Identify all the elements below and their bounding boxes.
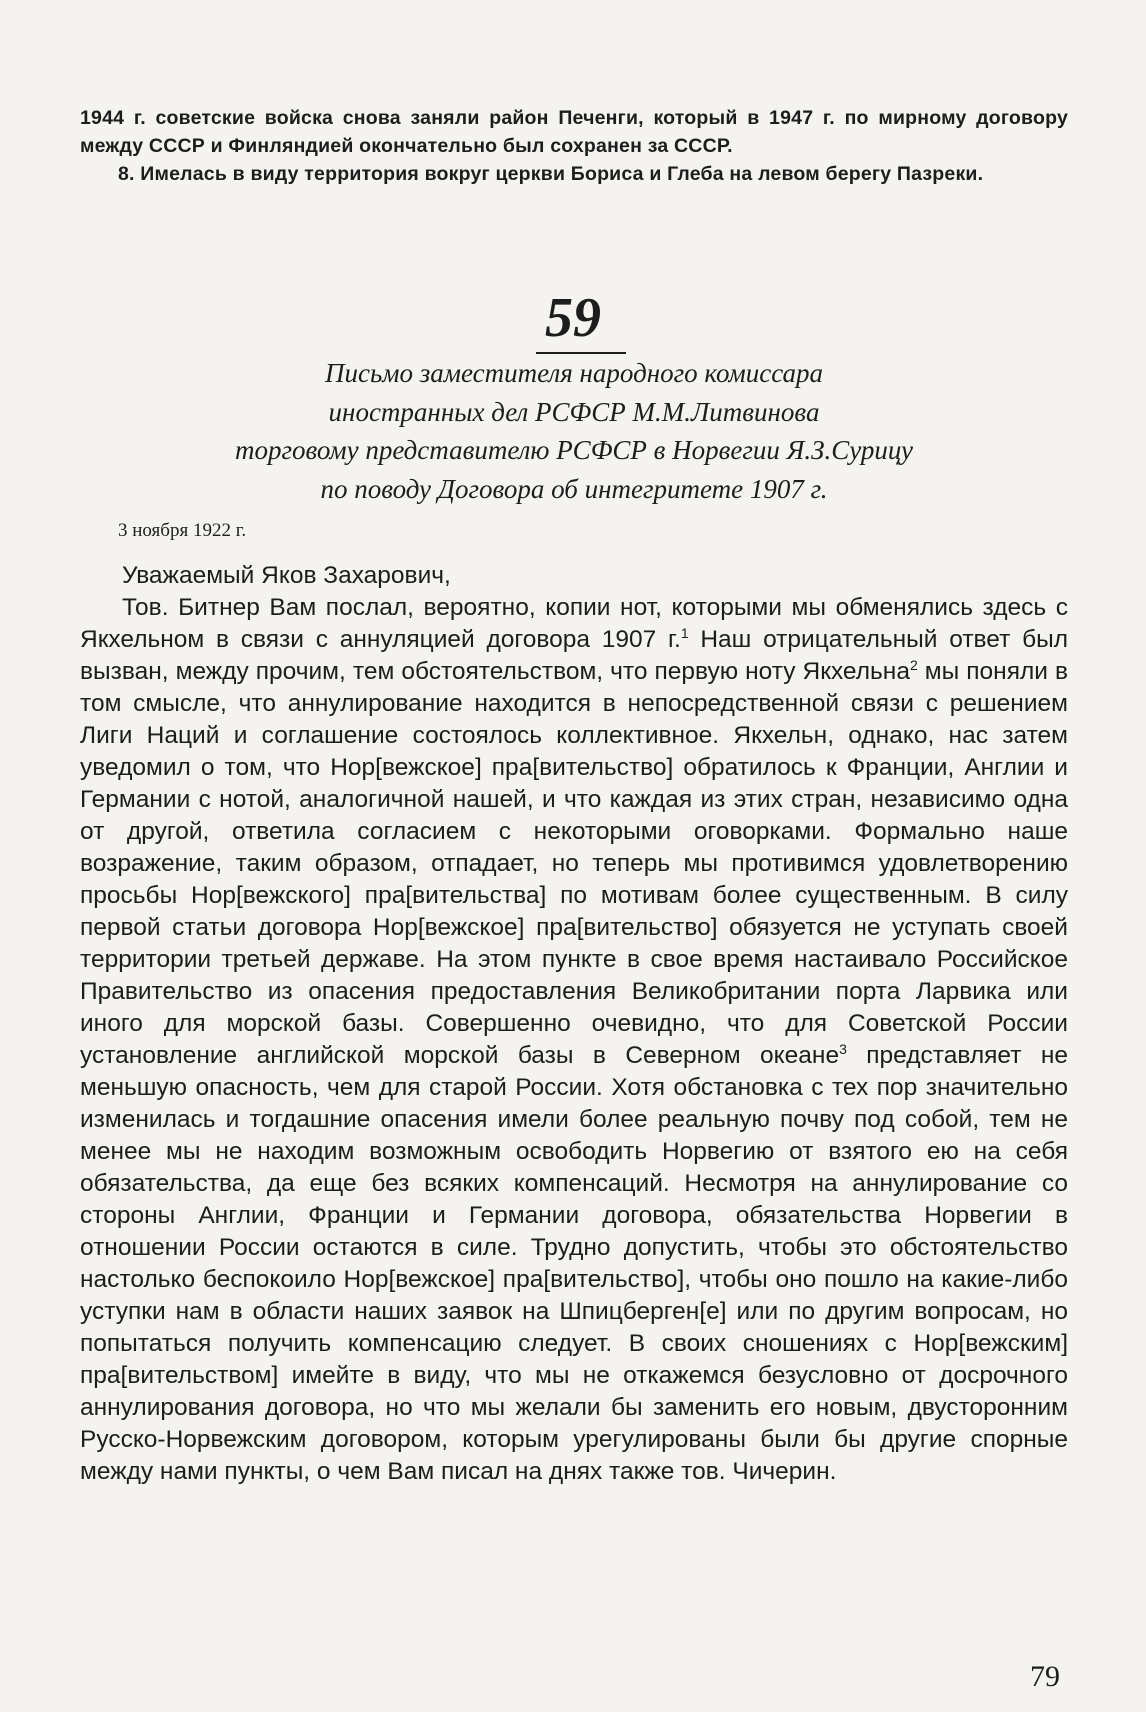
document-number: 59	[545, 287, 601, 349]
letter-body	[80, 560, 1068, 1488]
letter-text-part: Наш отрицательный ответ был вызван, между прочим, тем обстоятельством, что первую ноту Якхельна	[80, 626, 1069, 685]
previous-footnotes	[80, 104, 1068, 188]
letter-text-part: Тов. Битнер Вам послал, вероятно, копии нот, которыми мы обменялись здесь с Якхельном в связи с аннуляцией договора 1907 г.	[80, 594, 1068, 653]
title-line-2: иностранных дел РСФСР М.М.Литвинова	[328, 396, 820, 427]
footnote-8: 8. Имелась в виду территория вокруг церкви Бориса и Глеба на левом берегу Пазреки.	[118, 163, 984, 185]
document-title	[80, 354, 1068, 508]
letter-text-part: представляет не меньшую опасность, чем для старой России. Хотя обстановка с тех пор значительно изменилась и тогдашние опасения имели более реальную почву под собой, тем не менее мы не находим возможным освободить Норвегию от взятого ею на себя обязательства, да еще без всяких компенсаций. Несмотря на аннулирование со стороны Англии, Франции и Германии договора, обязательства Норвегии в отношении России остаются в силе. Трудно допустить, чтобы это обстоятельство настолько беспокоило Нор[вежское] пра[вительство], чтобы оно пошло на какие-либо уступки нам в области наших заявок на Шпицберген[е] или по другим вопросам, но попытаться получить компенсацию следует. В своих сношениях с Нор[вежским] пра[вительством] имейте в виду, что мы не откажемся безусловно от досрочного аннулирования договора, но что мы желали бы заменить его новым, двусторонним Русско-Норвежским договором, которым урегулированы были бы другие спорные между нами пункты, о чем Вам писал на днях также тов. Чичерин.	[80, 1042, 1068, 1485]
footnote-ref-3: 3	[839, 1041, 847, 1057]
title-line-1: Письмо заместителя народного комиссара	[325, 358, 823, 388]
footnote-ref-1: 1	[680, 625, 689, 641]
footnote-continuation: 1944 г. советские войска снова заняли район Печенги, который в 1947 г. по мирному договору между СССР и Финляндией окончательно был сохранен за СССР.	[80, 107, 1068, 157]
title-line-4: по поводу Договора об интегритете 1907 г.	[320, 473, 828, 504]
letter-text-part: мы поняли в том смысле, что аннулирование находится в непосредственной связи с решением Лиги Наций и соглашение состоялось коллективное. Якхельн, однако, нас затем уведомил о том, что Нор[вежское] пра[вительство] обратилось к Франции, Англии и Германии с нотой, аналогичной нашей, и что каждая из этих стран, независимо одна от другой, ответила согласием с некоторыми оговорками. Формально наше возражение, таким образом, отпадает, но теперь мы противимся удовлетворению просьбы Нор[вежского] пра[вительства] по мотивам более существенным. В силу первой статьи договора Нор[вежское] пра[вительство] обязуется не уступать своей территории третьей державе. На этом пункте в свое время настаивало Российское Правительство из опасения предоставления Великобритании порта Ларвика или иного для морской базы. Совершенно очевидно, что для Советской России установление английской морской базы в Северном океане	[80, 658, 1069, 1069]
title-line-3: торговому представителю РСФСР в Норвегии Я.З.Сурицу	[234, 435, 913, 465]
page-number: 79	[1030, 1660, 1060, 1693]
letter-date: 3 ноября 1922 г.	[118, 520, 247, 541]
salutation: Уважаемый Яков Захарович,	[122, 562, 451, 589]
letter-paragraph	[80, 592, 1068, 1488]
footnote-ref-2: 2	[909, 657, 918, 673]
